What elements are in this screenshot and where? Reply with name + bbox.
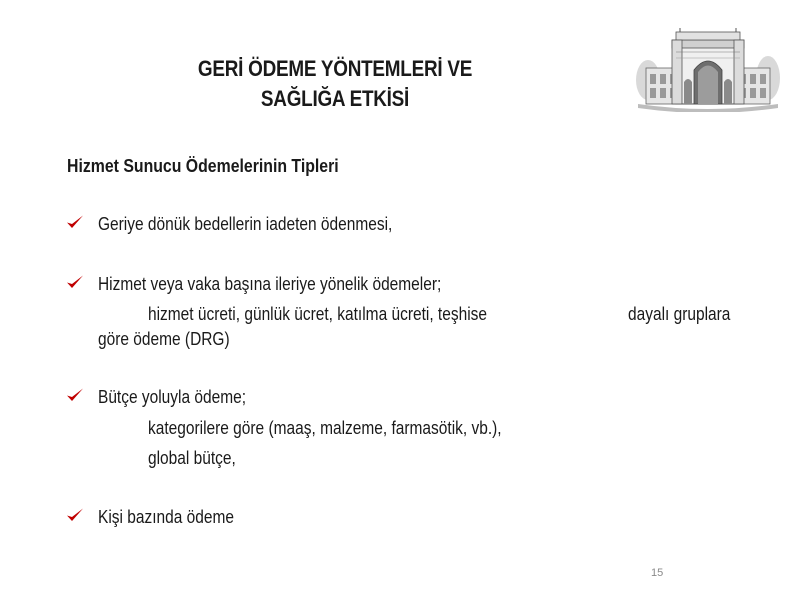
page-number: 15 <box>651 567 664 579</box>
checkmark-icon <box>66 507 84 523</box>
bullet-1-text: Geriye dönük bedellerin iadeten ödenmesi, <box>98 214 393 234</box>
checkmark-icon <box>66 214 84 230</box>
bullet-2-sub-line-b: dayalı gruplara <box>628 304 731 324</box>
checkmark-icon <box>66 274 84 290</box>
checkmark-icon <box>66 387 84 403</box>
university-gate-icon <box>636 18 780 112</box>
bullet-3-text: Bütçe yoluyla ödeme; <box>98 387 247 407</box>
bullet-4-text: Kişi bazında ödeme <box>98 507 234 527</box>
title-line-1: GERİ ÖDEME YÖNTEMLERİ VE <box>197 56 473 81</box>
bullet-3-sub-2: global bütçe, <box>148 448 236 468</box>
bullet-3-sub-1: kategorilere göre (maaş, malzeme, farmasötik, vb.), <box>148 418 502 438</box>
title-line-2: SAĞLIĞA ETKİSİ <box>260 86 410 111</box>
slide-title <box>150 54 520 114</box>
section-heading: Hizmet Sunucu Ödemelerinin Tipleri <box>67 156 339 176</box>
bullet-2-text: Hizmet veya vaka başına ileriye yönelik ödemeler; <box>98 274 442 294</box>
bullet-2-sub-line-c: göre ödeme (DRG) <box>98 329 230 349</box>
bullet-2-sub-line-a: hizmet ücreti, günlük ücret, katılma ücreti, teşhise <box>148 304 487 324</box>
